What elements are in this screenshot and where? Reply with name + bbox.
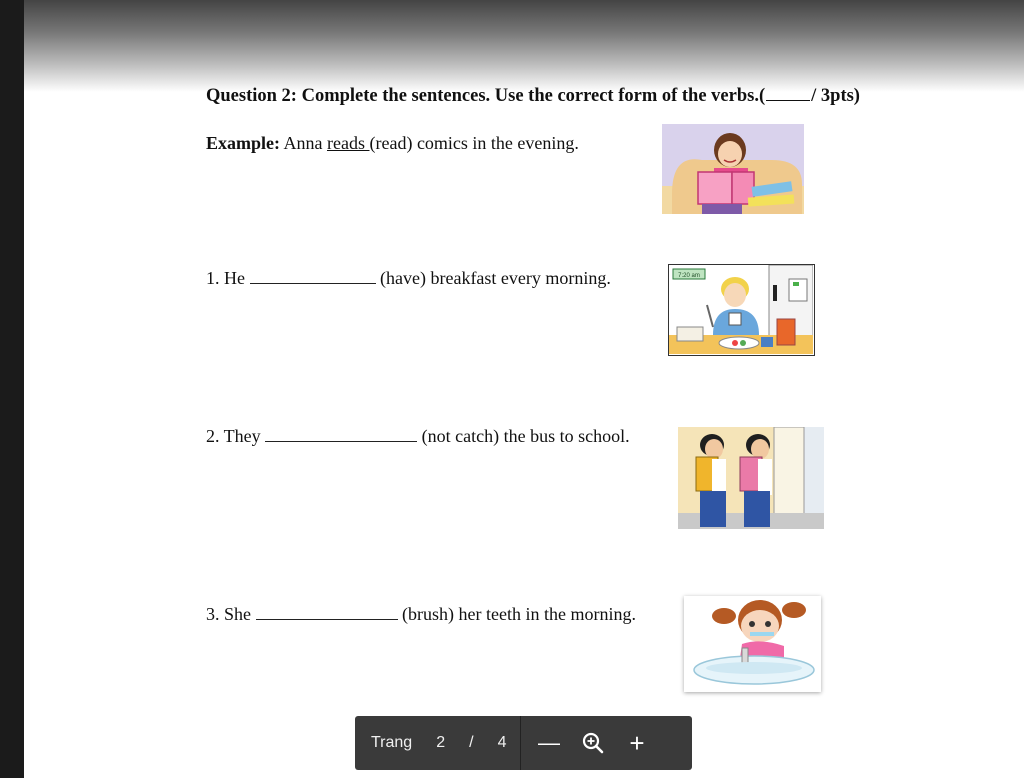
girl-brushing-teeth-illustration <box>684 596 821 692</box>
sentence-3: 3. She (brush) her teeth in the morning. <box>206 604 636 624</box>
boy-breakfast-illustration <box>668 264 815 356</box>
girls-bus-illustration <box>678 427 824 529</box>
viewer-left-edge <box>0 0 24 778</box>
zoom-fit-button[interactable] <box>571 716 615 770</box>
page-separator: / <box>469 734 474 751</box>
answer-blank-2[interactable] <box>265 427 417 442</box>
example-answer: reads <box>327 133 370 153</box>
question-title: Question 2: Complete the sentences. Use the correct form of the verbs.( / 3pts) <box>206 86 860 106</box>
pdf-viewer-toolbar <box>355 716 692 770</box>
page-indicator <box>355 716 521 770</box>
total-pages: 4 <box>497 734 507 751</box>
sentence-2: 2. They (not catch) the bus to school. <box>206 426 630 446</box>
answer-blank-3[interactable] <box>256 605 398 620</box>
girl-reading-illustration <box>662 124 804 214</box>
sentence-1: 1. He (have) breakfast every morning. <box>206 268 611 288</box>
clock-label: 7:20 am <box>678 273 700 279</box>
current-page[interactable]: 2 <box>436 734 446 751</box>
page-label: Trang <box>371 734 413 751</box>
answer-blank-1[interactable] <box>250 269 376 284</box>
document-page <box>24 0 1024 778</box>
magnifier-icon <box>581 731 605 755</box>
score-blank <box>766 86 810 101</box>
example-sentence: Example: Anna reads (read) comics in the evening. <box>206 133 579 153</box>
zoom-out-button[interactable]: — <box>538 730 560 755</box>
example-label: Example: <box>206 133 280 153</box>
zoom-in-button[interactable]: + <box>629 727 645 758</box>
